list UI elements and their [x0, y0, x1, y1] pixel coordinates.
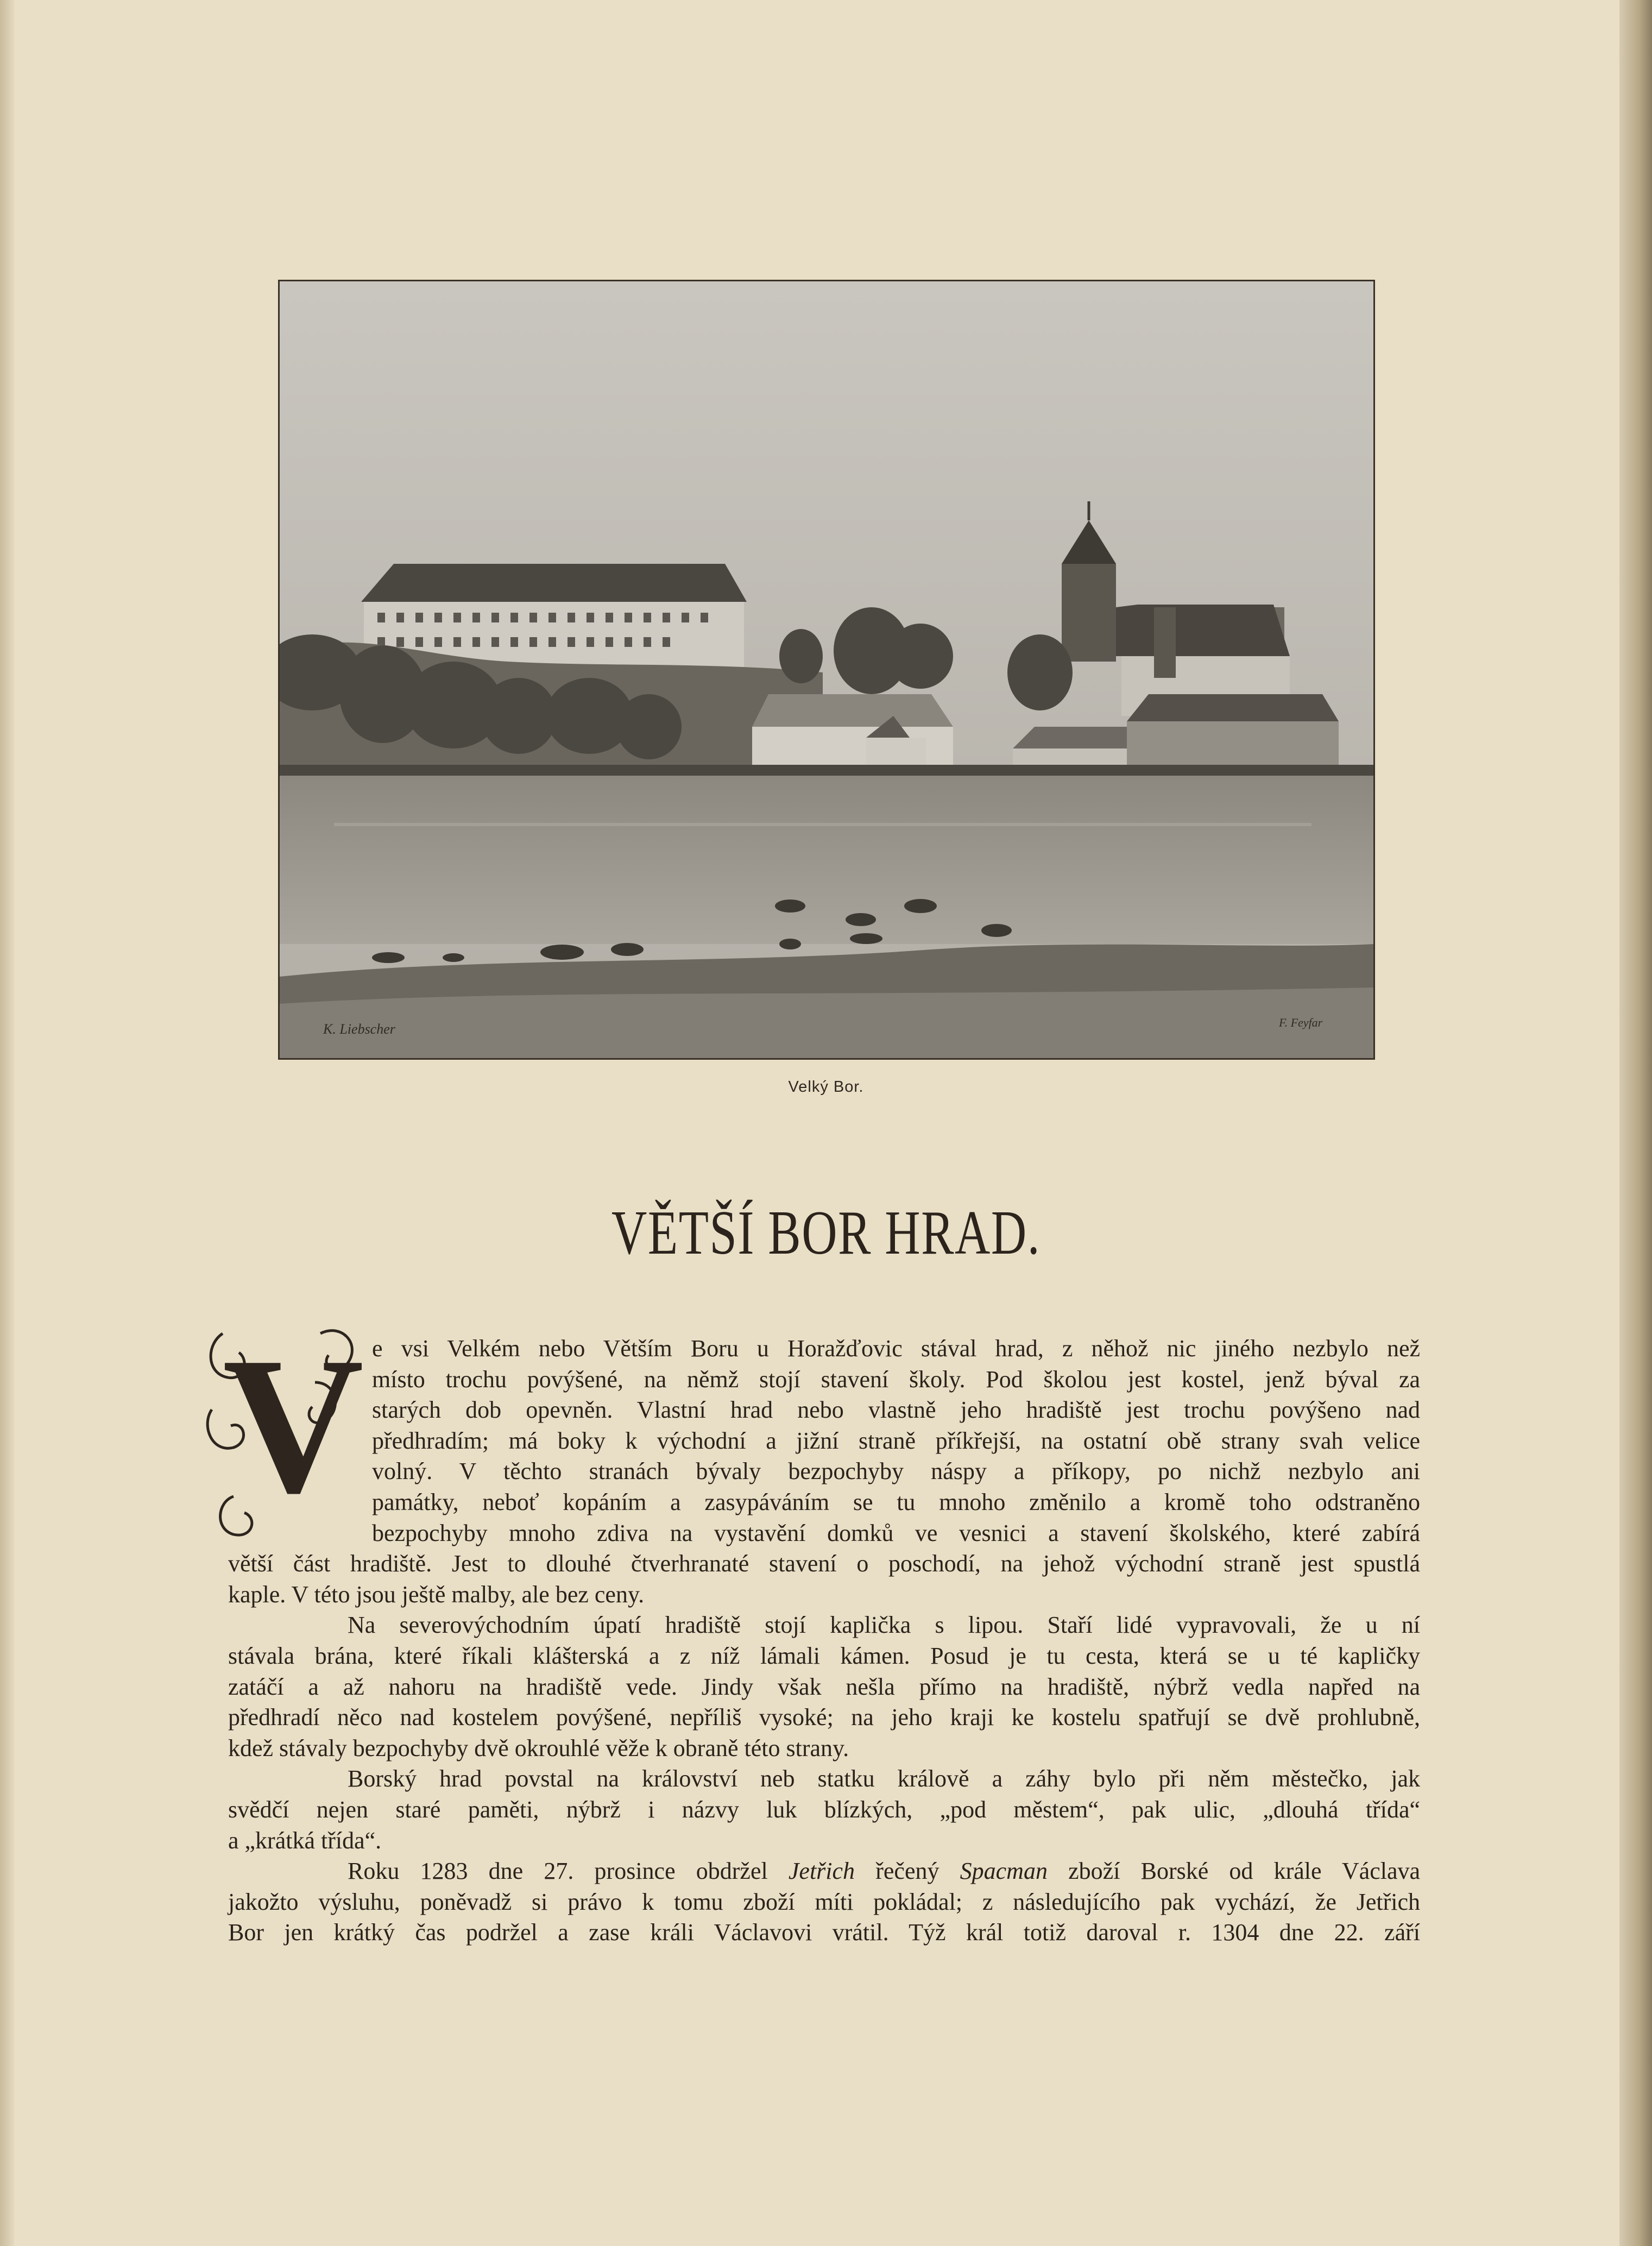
- text-line: zatáčí a až nahoru na hradiště vede. Jindy však nešla přímo na hradiště, nýbrž vedla napřed na: [228, 1673, 1420, 1700]
- text-line: kdež stávaly bezpochyby dvě okrouhlé věže k obraně této strany.: [228, 1734, 849, 1761]
- person-name: Jetřich: [788, 1858, 855, 1885]
- text-line: Na severovýchodním úpatí hradiště stojí kaplička s lipou. Staří lidé vypravovali, že u ní: [348, 1612, 1420, 1639]
- article-body: [228, 1333, 1420, 1948]
- text-line: památky, neboť kopáním a zasypáváním se tu mnoho změnilo a kromě toho odstraněno: [372, 1488, 1420, 1515]
- text-line: svědčí nejen staré paměti, nýbrž i názvy luk blízkých, „pod městem“, pak ulic, „dlouhá třída“: [228, 1796, 1420, 1823]
- text-fragment: řečený: [875, 1858, 940, 1885]
- text-line: Bor jen krátký čas podržel a zase králi Václavovi vrátil. Týž král totiž daroval r. 1304 dne 22. září: [228, 1919, 1420, 1946]
- text-fragment: zboží Borské od krále Václava: [1068, 1858, 1421, 1885]
- text-line: větší část hradiště. Jest to dlouhé čtverhranaté stavení o poschodí, na jehož východní straně jest spustlá: [228, 1550, 1420, 1577]
- page-edge-left: [0, 0, 14, 2246]
- text-line: [228, 1856, 1420, 1887]
- text-line: kaple. V této jsou ještě malby, ale bez ceny.: [228, 1581, 645, 1608]
- text-line: e vsi Velkém nebo Větším Boru u Horažďovic stával hrad, z něhož nic jiného nezbylo než: [372, 1335, 1420, 1362]
- signature-left: K. Liebscher: [323, 1021, 395, 1037]
- landscape-engraving: [280, 281, 1373, 1058]
- text-line: volný. V těchto stranách bývaly bezpochyby náspy a příkopy, po nichž nezbylo ani: [372, 1458, 1420, 1485]
- person-name: Spacman: [960, 1858, 1048, 1885]
- text-line: předhradím; má boky k východní a jižní straně příkřejší, na ostatní obě strany svah velice: [372, 1427, 1420, 1454]
- text-line: místo trochu povýšené, na němž stojí stavení školy. Pod školou jest kostel, jenž býval za: [372, 1366, 1420, 1393]
- illustration-velky-bor: [278, 280, 1375, 1060]
- article-title: VĚTŠÍ BOR HRAD.: [611, 1198, 1041, 1268]
- page-edge-right: [1619, 0, 1652, 2246]
- text-line: starých dob opevněn. Vlastní hrad nebo vlastně jeho hradiště jest trochu povýšeno nad: [372, 1396, 1420, 1424]
- text-line: Borský hrad povstal na království neb statku králově a záhy bylo při něm městečko, jak: [348, 1765, 1420, 1792]
- text-line: bezpochyby mnoho zdiva na vystavění domků ve vesnici a stavení školského, které zabírá: [372, 1519, 1420, 1546]
- illustration-caption: Velký Bor.: [788, 1078, 864, 1096]
- text-line: předhradí něco nad kostelem povýšené, nepříliš vysoké; na jeho kraji ke kostelu spatřují se dvě prohlubně,: [228, 1704, 1420, 1731]
- text-line: jakožto výsluhu, poněvadž si právo k tomu zboží míti pokládal; z následujícího pak vychází, že Jetřich: [228, 1888, 1420, 1915]
- text-line: stávala brána, které říkali klášterská a z níž lámali kámen. Posud je tu cesta, která se u té kapličky: [228, 1642, 1420, 1669]
- text-fragment: Roku 1283 dne 27. prosince obdržel: [348, 1858, 768, 1885]
- text-line: a „krátká třída“.: [228, 1827, 382, 1854]
- signature-right: F. Feyfar: [1279, 1016, 1323, 1029]
- dropcap-letter: V: [223, 1317, 364, 1533]
